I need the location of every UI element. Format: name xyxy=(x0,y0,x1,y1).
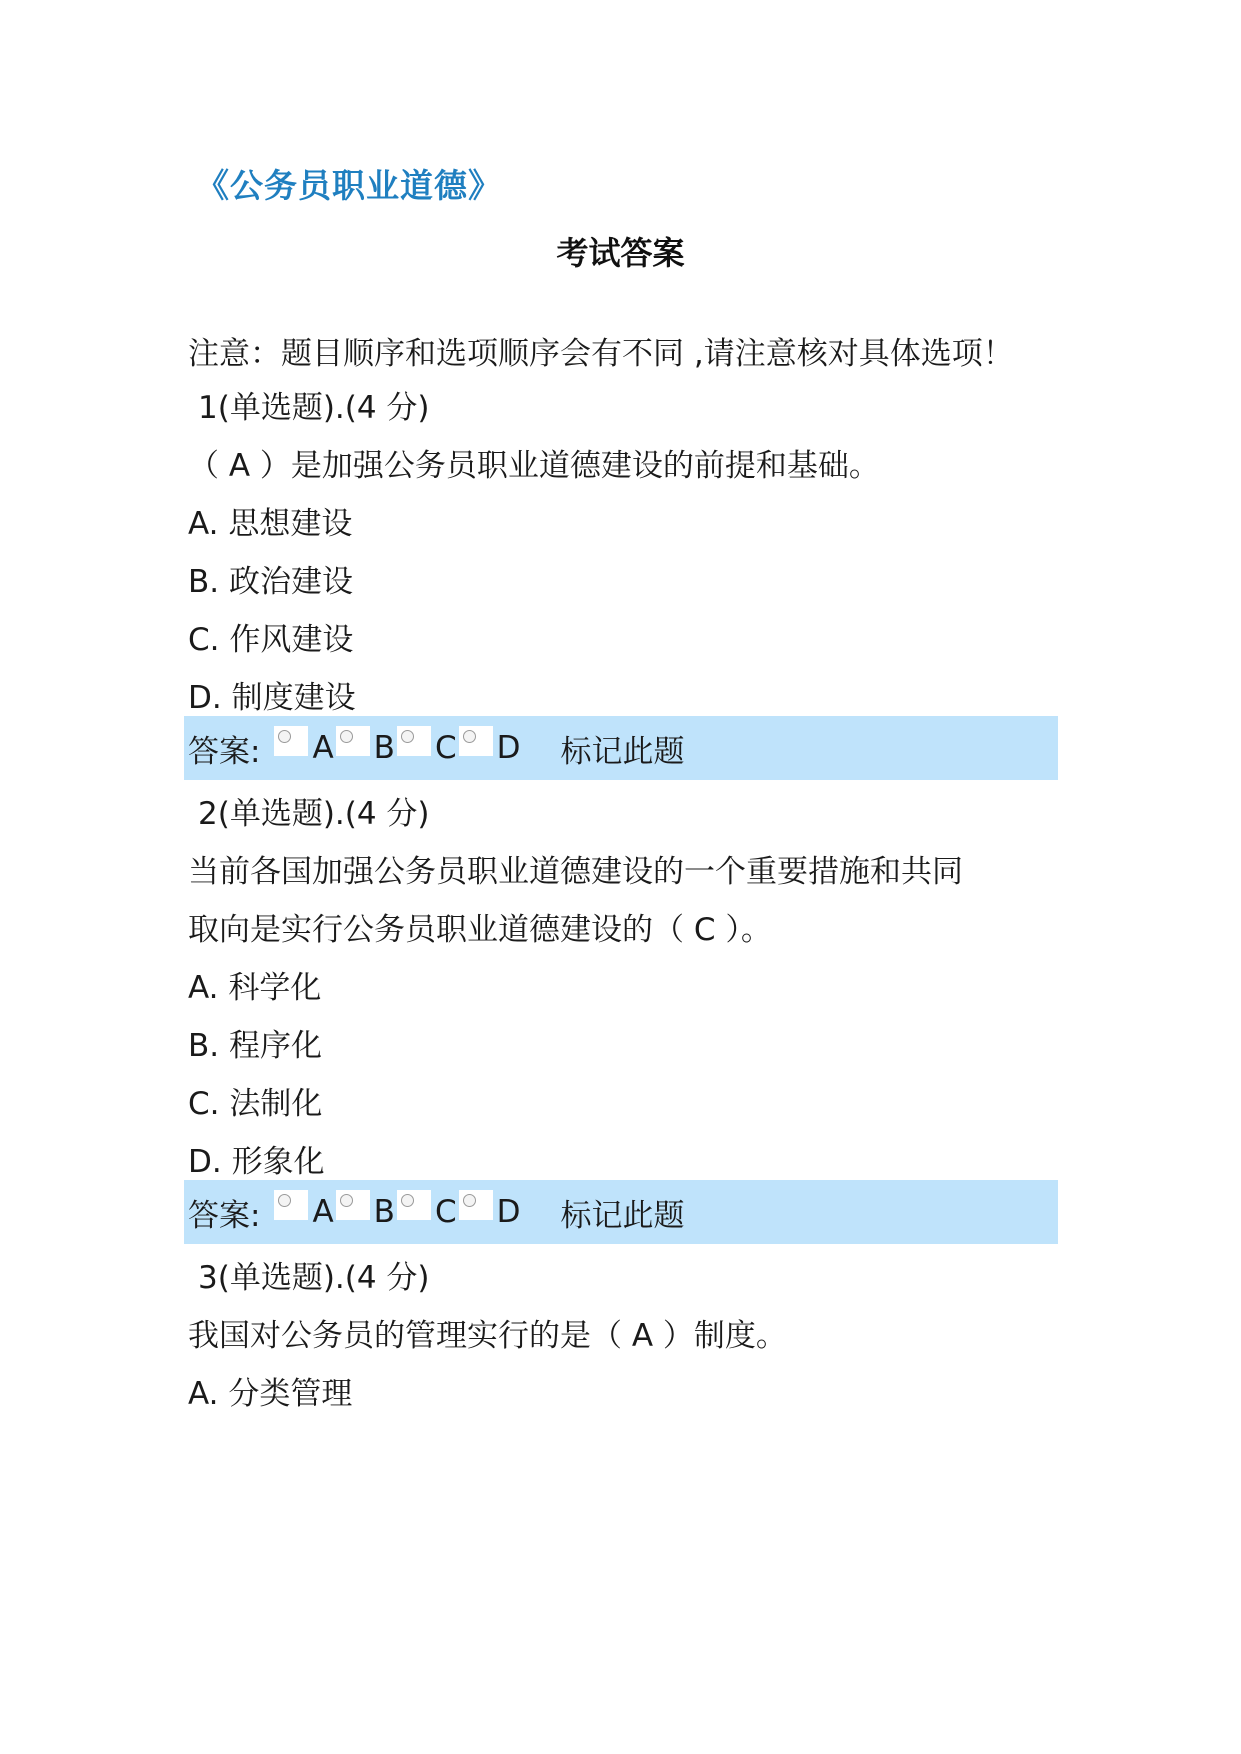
question-1-text: （ A ）是加强公务员职业道德建设的前提和基础。 xyxy=(188,448,880,484)
question-2-option-b: B. 程序化 xyxy=(188,1028,322,1064)
question-3-text: 我国对公务员的管理实行的是（ A ）制度。 xyxy=(188,1318,787,1354)
question-1-option-c: C. 作风建设 xyxy=(188,622,354,658)
question-1-option-b: B. 政治建设 xyxy=(188,564,353,600)
question-1-answer-bar xyxy=(184,716,1058,780)
radio-a[interactable] xyxy=(274,1190,308,1220)
radio-b[interactable] xyxy=(336,1190,370,1220)
radio-d[interactable] xyxy=(459,1190,493,1220)
radio-b[interactable] xyxy=(336,726,370,756)
question-3-header: 3(单选题).(4 分) xyxy=(198,1260,430,1296)
question-2-option-d: D. 形象化 xyxy=(188,1144,325,1180)
question-1-header: 1(单选题).(4 分) xyxy=(198,390,430,426)
question-2-header: 2(单选题).(4 分) xyxy=(198,796,430,832)
question-2-answer-bar xyxy=(184,1180,1058,1244)
option-letter-a: A xyxy=(312,1194,334,1230)
radio-c[interactable] xyxy=(397,726,431,756)
question-2-text-line-2: 取向是实行公务员职业道德建设的（ C ）。 xyxy=(188,912,772,948)
answer-label: 答案: xyxy=(188,733,261,770)
radio-d[interactable] xyxy=(459,726,493,756)
answer-label: 答案: xyxy=(188,1197,261,1234)
question-1-option-a: A. 思想建设 xyxy=(188,506,353,542)
mark-question-link[interactable]: 标记此题 xyxy=(560,1197,685,1234)
option-letter-d: D xyxy=(496,1194,521,1230)
question-2-option-c: C. 法制化 xyxy=(188,1086,323,1122)
radio-a[interactable] xyxy=(274,726,308,756)
doc-subtitle: 考试答案 xyxy=(556,234,685,272)
option-letter-a: A xyxy=(312,730,334,766)
option-letter-c: C xyxy=(434,730,457,766)
notice: 注意：题目顺序和选项顺序会有不同 ,请注意核对具体选项！ xyxy=(188,336,1014,372)
doc-title: 《公务员职业道德》 xyxy=(196,166,502,205)
mark-question-link[interactable]: 标记此题 xyxy=(560,733,685,770)
question-1-option-d: D. 制度建设 xyxy=(188,680,356,716)
radio-c[interactable] xyxy=(397,1190,431,1220)
option-letter-b: B xyxy=(373,730,395,766)
question-2-option-a: A. 科学化 xyxy=(188,970,322,1006)
option-letter-c: C xyxy=(434,1194,457,1230)
question-2-text-line-1: 当前各国加强公务员职业道德建设的一个重要措施和共同 xyxy=(188,854,963,890)
question-3-option-a: A. 分类管理 xyxy=(188,1376,353,1412)
option-letter-b: B xyxy=(373,1194,395,1230)
option-letter-d: D xyxy=(496,730,521,766)
